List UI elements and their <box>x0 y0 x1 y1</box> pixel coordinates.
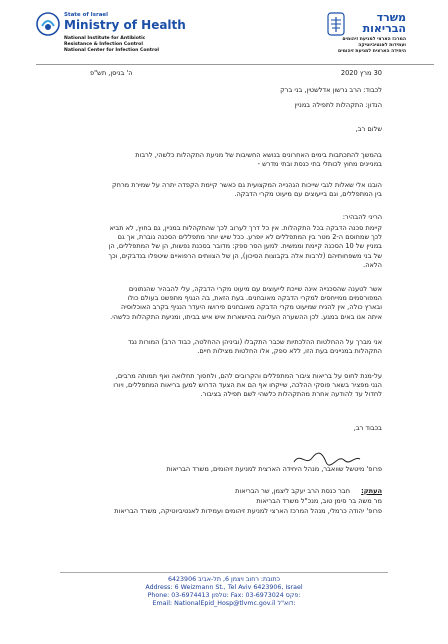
institute-lines-he <box>338 37 406 55</box>
institute-line-3: National Center for Infection Control <box>64 48 159 53</box>
signer: פרופ' מיטשל שוואבר, מנהל היחידה הארצית למניעת זיהומים, משרד הבריאות <box>166 465 382 473</box>
cc-title: העתק: <box>361 487 382 495</box>
cc-line-1: חבר כנסת הרב יעקב ליצמן, שר הבריאות <box>235 487 350 495</box>
footer-address-en: Address: 6 Weizmann St., Tel Aviv 6423906, Israel <box>145 584 303 591</box>
institute-lines <box>64 36 159 54</box>
institute-he-line-3: היחידה הארצית למניעת זיהומים <box>338 49 406 54</box>
ministry-name-he <box>363 12 406 34</box>
ministry-name-he-1: משרד <box>376 11 406 24</box>
paragraph-3: קיימת סכנה הדבקה בכל התקהלות. אין כל דרך לערוב לכך שהתקהלות במניין, גם בחוץ, לא תביא לכך שמחוסם ה-2 מטר בין המתפללים לא יופרע. ככל שיש יותר מתפללים הסכנה גוברת, אך גם במניין של 10 הסכנה קיימת וממשית. למען הסר ספק: מדובר בסכנת נפשות, הן של המתפללים, הן של בני משפחותיהם (לרבות אלה בקבוצות הסיכון), הן של הצוותים הרפואיים שיטפלו בנדבקים, וכך הלאה. <box>108 224 382 269</box>
institute-line-2: Resistance & Infection Control <box>64 42 143 47</box>
ministry-name: Ministry of Health <box>64 18 186 32</box>
institute-he-line-2: ועמידות לאנטיביוטיקה <box>358 43 406 48</box>
paragraph-6: על-מנת לחוס על בריאות ציבור המתפללים והקרובים להם, ולחסוך תחלואה ואף תמותה מרבים, הנני מפציר בשאר פוסקי ההלכה, שייקחו אף הם את הצעד הדרוש למען בריאות המתפללים, ויורו לחדול עד להודעה אחרת מהתקהלות כלשהי לשם תפילה בציבור. <box>113 372 382 399</box>
state-label: State of Israel <box>64 12 109 18</box>
header-divider <box>36 64 434 65</box>
paragraph-5: אני מברך על ההחלטות ההלכתיות שכבר התקבלו (וביניהן ההחלטה, כבוד הרב) המורות נגד התקהלות במניינים בעת הזו, ללא ספק, אלו החלטות מצילות חיים. <box>127 338 382 356</box>
date-gregorian: 30 מרץ 2020 <box>340 69 382 77</box>
closing: בכבוד רב, <box>353 424 382 432</box>
footer-address-he: כתובת: רחוב ויצמן 6, תל-אביב 6423906 <box>168 576 280 583</box>
date-hebrew: ה' בניסן, תש"פ <box>90 69 133 77</box>
institute-line-1: National Institute for Antibiotic <box>64 36 146 41</box>
cc-line-2: מר משה בר סימן טוב, מנכ"ל משרד הבריאות <box>256 497 382 505</box>
ministry-name-he-2: הבריאות <box>362 22 406 35</box>
paragraph-1: בהמשך להתכתבות בימים האחרונים בנושא החשיבות של מניעת התקהלות כלשהי, לרבות במניינים מחוץ לכותלי בתי כנסת ובתי מדרש - <box>135 151 382 169</box>
paragraph-2: הובנו אלי שאלות לגבי שייכות הגהנייה המקצועית גם כאשר קיימת הקפדה יתרה על שמירת מרחק בין המתפללים, וגם בייעוצים עם מיעוט מקרי הדבקה. <box>111 181 382 199</box>
footer <box>60 576 388 608</box>
paragraph-3-title: הריני להבהיר: <box>342 213 382 221</box>
institute-he-line-1: המרכז הארצי למניעת זיהומים <box>342 37 406 42</box>
greeting: שלום רב, <box>355 125 382 133</box>
addressee: לכבוד: הרב גרשון אדלשטין, בני ברק <box>280 86 382 94</box>
paragraph-4: אשר לטענה שהסכנייה אינה שייכת לייעוצים עם מיעוט מקרי הדבקה, עלי להבהיר שהנתונים המפורסמים ממייחסים למקרי הדבקה מאובחנים. בעת הזאת, בה הנגיף מתפשט בעולם כולו ובארץ כולה, אין להניח שמיעוט מקרי הדבקה מאובחנים פירושו היעדר הנגיף בקרב האוכלוסיה איתה אנו באים במגע. לכן ההשערה העליונה בהישארות איש איש בביתו, ומניעת התקהלות כלשהי. <box>110 285 382 321</box>
ministry-header-he <box>314 10 434 64</box>
cc-line-3: פרופ' יהודה כרמלי, מנהל המרכז הארצי למניעת זיהומים ועמידות לאנטיביוטיקה, משרד הבריאות <box>114 507 382 515</box>
ministry-logo-icon <box>36 12 60 36</box>
ministry-header-en <box>36 10 206 64</box>
subject-line: הנדון: התקהלות לתפילה במניין <box>294 101 382 109</box>
footer-phone: Phone: 03-6974413 טלפון: Fax: 03-6973024 פקס: <box>147 592 301 599</box>
footer-email[interactable]: Email: NationalEpid_Hosp@tlvmc.gov.il דוא"ל: <box>152 600 296 607</box>
footer-divider <box>60 572 388 573</box>
state-emblem-icon <box>326 12 346 38</box>
